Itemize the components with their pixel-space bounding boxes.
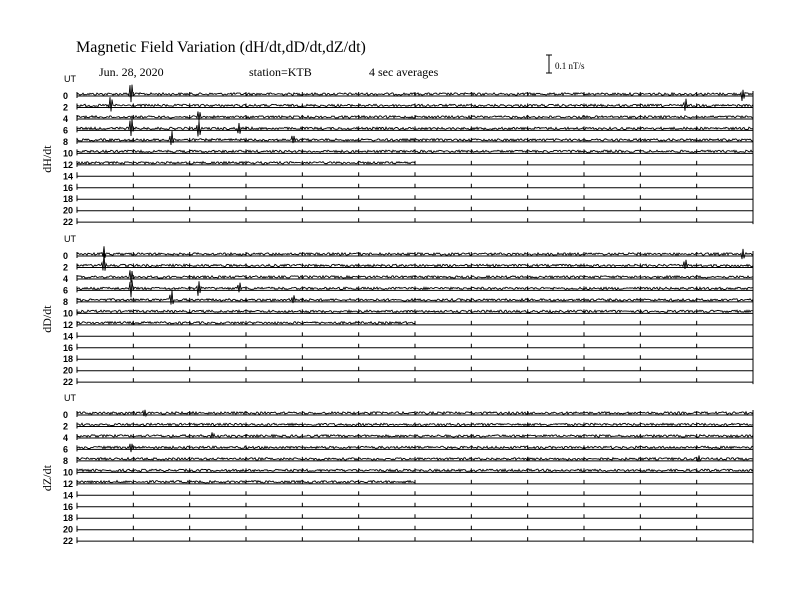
row-hour-label: 4 — [63, 432, 69, 443]
row-hour-label: 22 — [63, 377, 74, 388]
ut-axis-label: UT — [64, 393, 76, 403]
row-hour-label: 18 — [63, 354, 74, 365]
row-hour-label: 12 — [63, 478, 74, 489]
row-hour-label: 8 — [63, 136, 69, 147]
panel-ylabel: dZ/dt — [40, 465, 54, 492]
panel-ylabel: dH/dt — [40, 145, 54, 173]
row-hour-label: 18 — [63, 194, 74, 205]
row-hour-label: 0 — [63, 410, 69, 420]
row-hour-label: 4 — [63, 113, 69, 124]
row-hour-label: 16 — [63, 501, 74, 512]
row-hour-label: 14 — [63, 490, 74, 501]
series-trace — [77, 444, 753, 452]
row-hour-label: 2 — [63, 102, 69, 113]
row-hour-label: 12 — [63, 319, 74, 330]
row-hour-label: 8 — [63, 455, 69, 466]
panel-dz-dt — [40, 393, 753, 546]
row-hour-label: 20 — [63, 205, 74, 216]
row-hour-label: 2 — [63, 421, 69, 432]
ut-axis-label: UT — [64, 234, 76, 244]
row-hour-label: 22 — [63, 217, 74, 228]
panel-ylabel: dD/dt — [40, 305, 54, 333]
row-hour-label: 22 — [63, 536, 74, 547]
chart-title: Magnetic Field Variation (dH/dt,dD/dt,dZ/dt) — [76, 39, 366, 56]
panel-dh-dt — [40, 74, 753, 227]
ut-axis-label: UT — [64, 74, 76, 84]
row-hour-label: 16 — [63, 342, 74, 353]
row-hour-label: 10 — [63, 148, 74, 159]
row-hour-label: 18 — [63, 513, 74, 524]
row-hour-label: 6 — [63, 125, 69, 136]
station-label: station=KTB — [249, 65, 312, 79]
row-hour-label: 0 — [63, 91, 69, 101]
row-hour-label: 20 — [63, 365, 74, 376]
row-hour-label: 16 — [63, 182, 74, 193]
row-hour-label: 10 — [63, 308, 74, 319]
panels-group — [40, 74, 753, 546]
panel-dd-dt — [40, 234, 753, 387]
row-hour-label: 2 — [63, 262, 69, 273]
row-hour-label: 10 — [63, 467, 74, 478]
scale-bar-label: 0.1 nT/s — [555, 61, 585, 71]
date-label: Jun. 28, 2020 — [99, 65, 164, 79]
scale-bar — [546, 55, 552, 73]
row-hour-label: 14 — [63, 331, 74, 342]
row-hour-label: 6 — [63, 285, 69, 296]
row-hour-label: 6 — [63, 444, 69, 455]
averaging-label: 4 sec averages — [369, 65, 439, 79]
row-hour-label: 4 — [63, 273, 69, 284]
row-hour-label: 14 — [63, 171, 74, 182]
series-trace — [77, 290, 753, 304]
row-hour-label: 8 — [63, 296, 69, 307]
series-trace — [77, 280, 753, 297]
row-hour-label: 20 — [63, 524, 74, 535]
row-hour-label: 0 — [63, 251, 69, 261]
row-hour-label: 12 — [63, 159, 74, 170]
